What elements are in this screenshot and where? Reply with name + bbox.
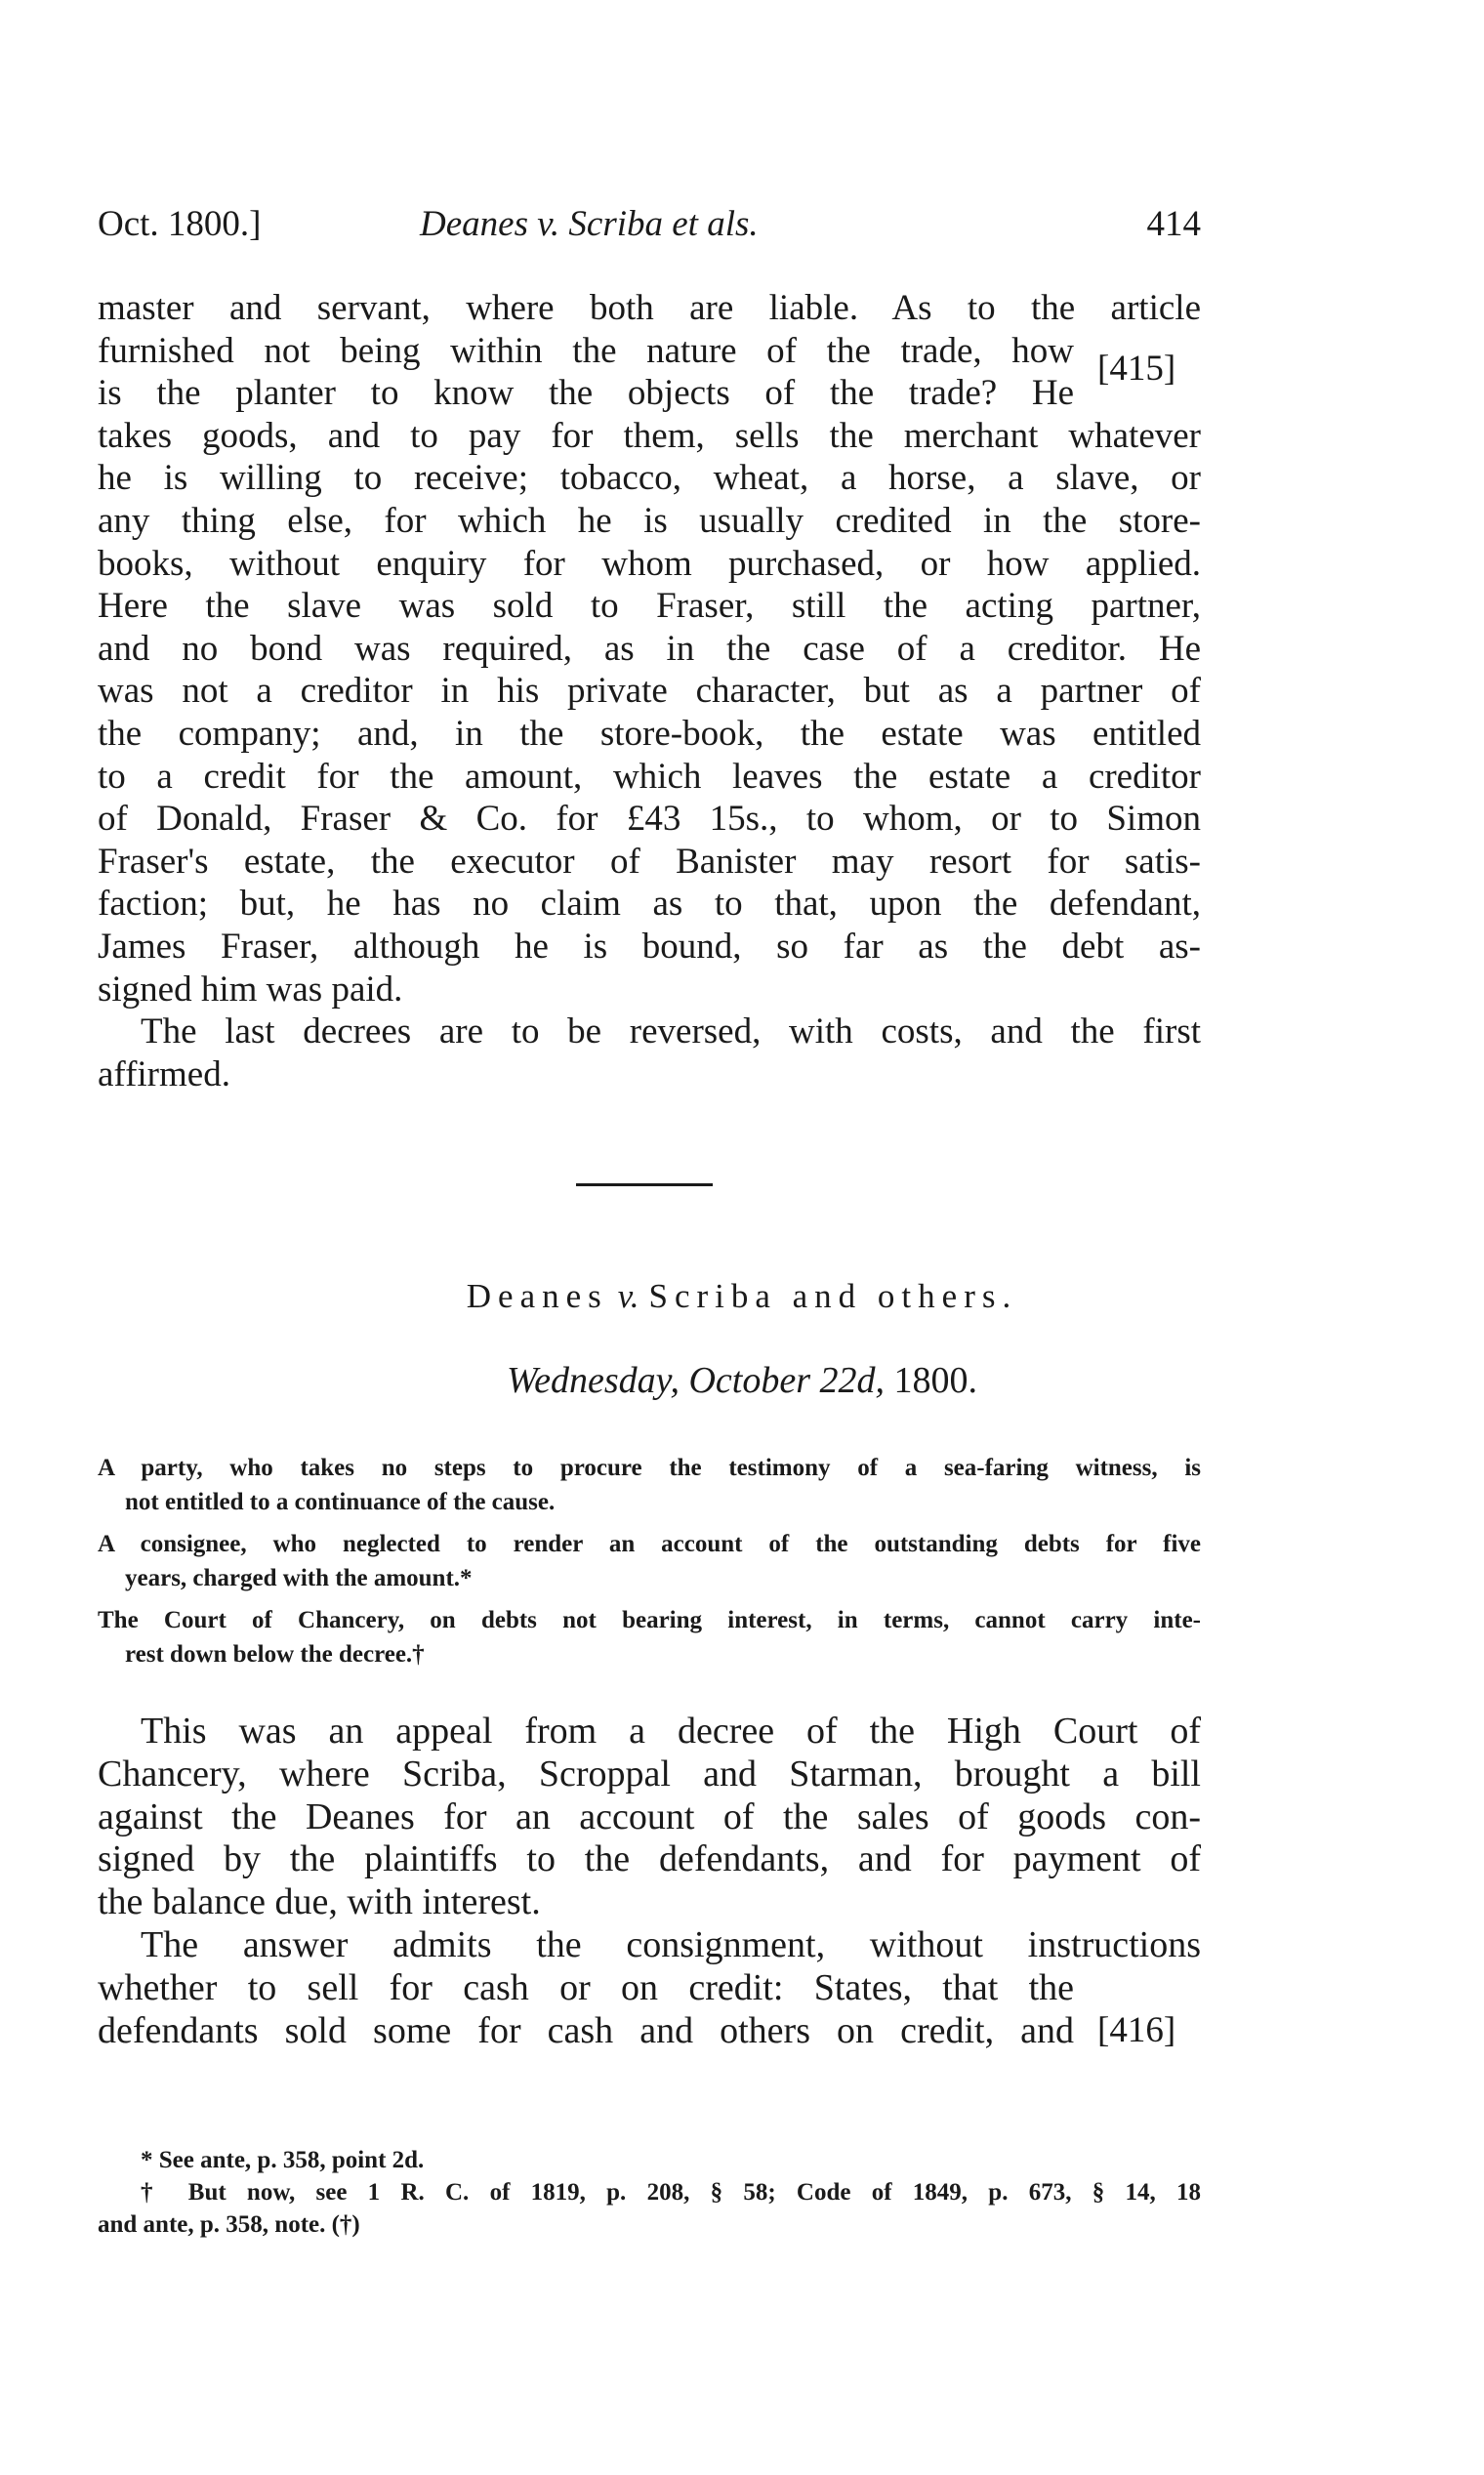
text-line: he is willing to receive; tobacco, wheat, a horse, a slave, or — [98, 458, 1201, 499]
footnote-line: † But now, see 1 R. C. of 1819, p. 208, § 58; Code of 1849, p. 673, § 14, 18 — [141, 2179, 1201, 2206]
text-line: signed by the plaintiffs to the defendants, and for payment of — [98, 1838, 1201, 1880]
running-head — [98, 203, 1201, 252]
section-rule — [576, 1183, 713, 1186]
case-date-day: Wednesday, October 22d, — [507, 1360, 885, 1401]
case-party-defendants: Scriba and others. — [648, 1277, 1018, 1315]
text-line: The last decrees are to be reversed, with costs, and the first — [141, 1011, 1201, 1052]
case-versus: v. — [617, 1277, 639, 1315]
text-line: This was an appeal from a decree of the High Court of — [141, 1711, 1201, 1752]
running-head-case: Deanes v. Scriba et als. — [420, 204, 759, 244]
case-date — [0, 1359, 1484, 1402]
text-line: whether to sell for cash or on credit: States, that the — [98, 1966, 1074, 2008]
text-line: signed him was paid. — [98, 969, 403, 1010]
second-part-text — [98, 1711, 1201, 2052]
text-line: takes goods, and to pay for them, sells the merchant whatever — [98, 415, 1201, 456]
text-line: was not a creditor in his private character, but as a partner of — [98, 671, 1201, 712]
headnote — [98, 1451, 1201, 1519]
margin-page-marker: [416] — [1097, 2010, 1176, 2050]
running-head-date: Oct. 1800.] — [98, 204, 262, 244]
headnote-line: A party, who takes no steps to procure the testimony of a sea-faring witness, is — [98, 1455, 1201, 1481]
headnote-line: years, charged with the amount.* — [125, 1565, 473, 1591]
footnote-line: and ante, p. 358, note. (†) — [98, 2211, 360, 2238]
case-title — [0, 1277, 1484, 1316]
case-party-plaintiff: Deanes — [466, 1277, 608, 1315]
text-line: against the Deanes for an account of the sales of goods con- — [98, 1795, 1201, 1837]
text-line: the balance due, with interest. — [98, 1881, 541, 1923]
text-line: master and servant, where both are liable. As to the article — [98, 288, 1201, 328]
text-line: James Fraser, although he is bound, so far as the debt as- — [98, 926, 1201, 967]
footnotes — [98, 2144, 1201, 2241]
text-line: any thing else, for which he is usually credited in the store- — [98, 500, 1201, 541]
text-line: to a credit for the amount, which leaves the estate a creditor — [98, 756, 1201, 797]
text-line: of Donald, Fraser & Co. for £43 15s., to whom, or to Simon — [98, 799, 1201, 840]
text-line: faction; but, he has no claim as to that, upon the defendant, — [98, 884, 1201, 925]
text-line: furnished not being within the nature of the trade, how — [98, 330, 1074, 371]
case-date-year: 1800. — [893, 1360, 977, 1401]
text-line: affirmed. — [98, 1053, 230, 1094]
text-line: and no bond was required, as in the case of a creditor. He — [98, 628, 1201, 669]
footnote-line: * See ante, p. 358, point 2d. — [141, 2147, 425, 2173]
margin-page-marker: [415] — [1097, 349, 1176, 389]
text-line: Here the slave was sold to Fraser, still the acting partner, — [98, 586, 1201, 627]
text-line: defendants sold some for cash and others on credit, and — [98, 2009, 1074, 2051]
headnote — [98, 1603, 1201, 1671]
page-number: 414 — [1146, 204, 1201, 244]
headnote — [98, 1527, 1201, 1595]
headnote-line: rest down below the decree.† — [125, 1641, 425, 1668]
headnote-line: A consignee, who neglected to render an account of the outstanding debts for five — [98, 1531, 1201, 1557]
first-part-text — [98, 287, 1201, 1095]
text-line: books, without enquiry for whom purchased, or how applied. — [98, 543, 1201, 584]
headnote-line: not entitled to a continuance of the cause. — [125, 1489, 556, 1515]
text-line: the company; and, in the store-book, the estate was entitled — [98, 713, 1201, 754]
text-line: is the planter to know the objects of the trade? He — [98, 373, 1074, 414]
headnote-line: The Court of Chancery, on debts not bearing interest, in terms, cannot carry inte- — [98, 1607, 1201, 1633]
text-line: The answer admits the consignment, without instructions — [141, 1923, 1201, 1965]
text-line: Chancery, where Scriba, Scroppal and Starman, brought a bill — [98, 1753, 1201, 1794]
text-line: Fraser's estate, the executor of Banister may resort for satis- — [98, 841, 1201, 882]
